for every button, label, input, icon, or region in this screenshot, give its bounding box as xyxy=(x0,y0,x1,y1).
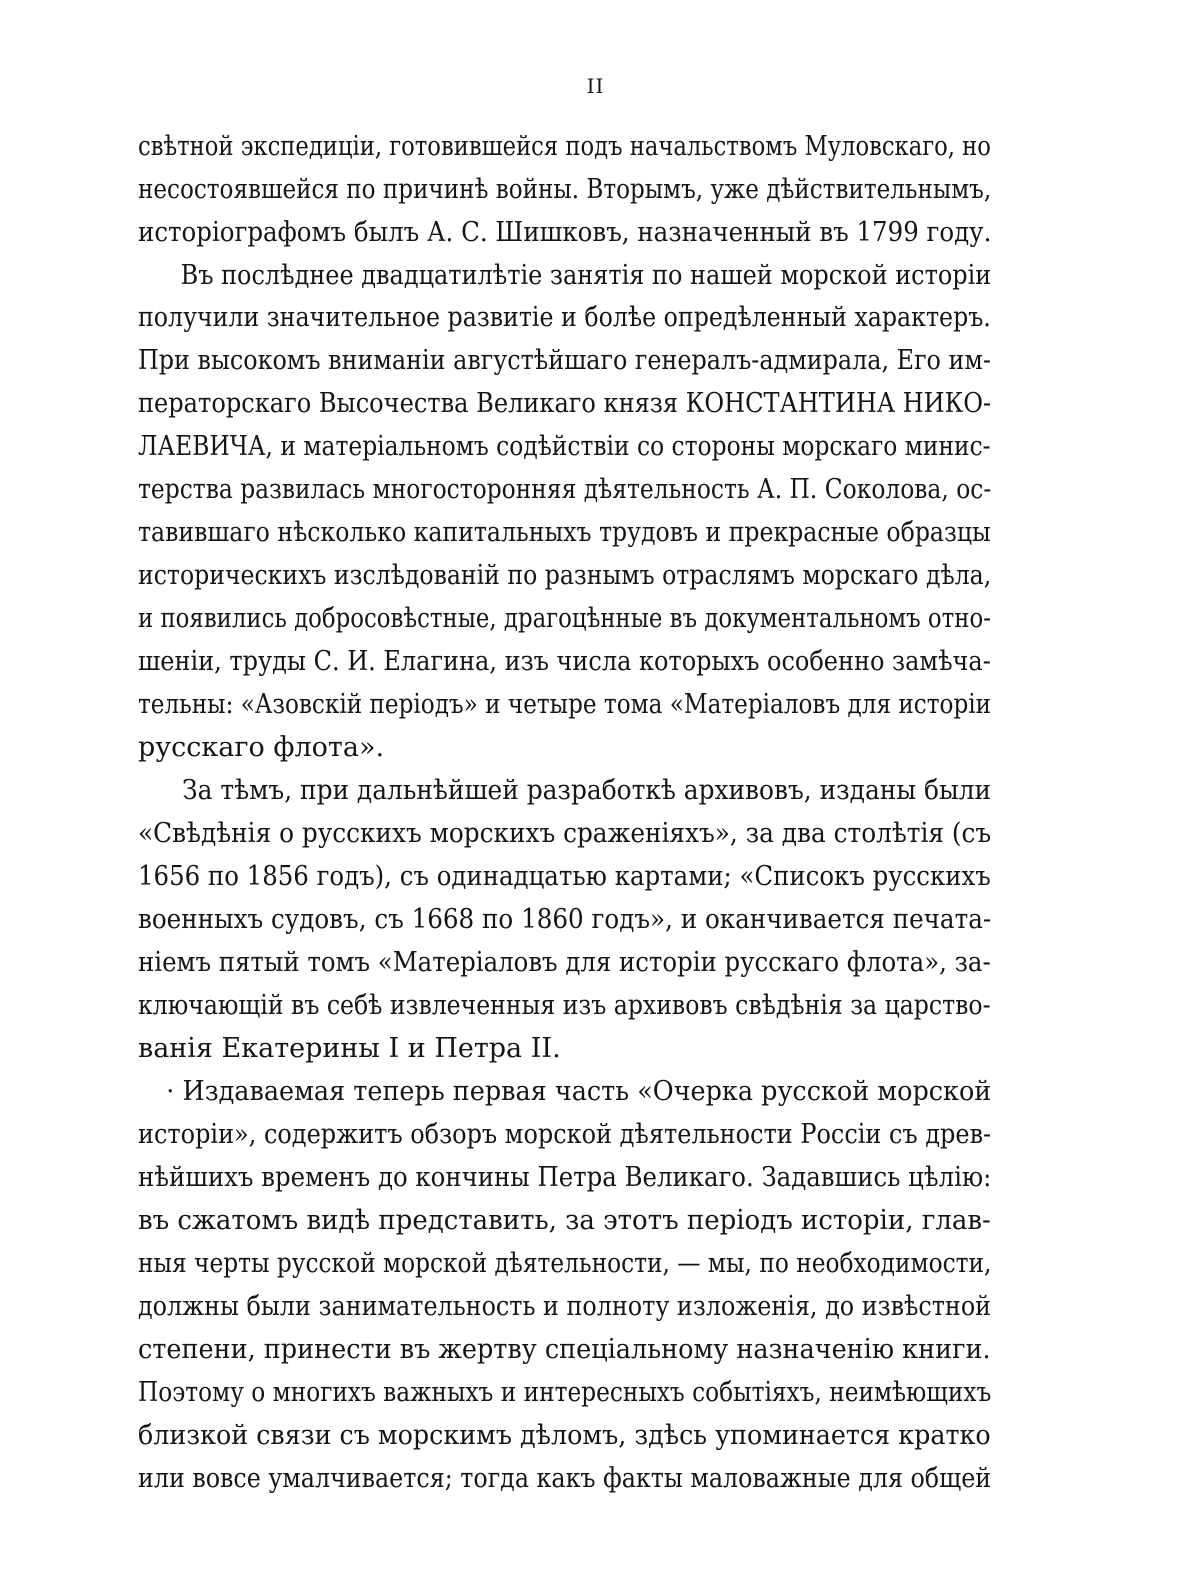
page-number: II xyxy=(586,74,605,98)
text-line: Поэтому о многихъ важныхъ и интересныхъ событіяхъ, неимѣющихъ xyxy=(138,1377,992,1408)
text-line: Въ послѣднее двадцатилѣтіе занятія по нашей морской исторіи xyxy=(180,260,992,291)
text-line: близкой связи съ морскимъ дѣломъ, здѣсь упоминается кратко xyxy=(138,1420,991,1451)
text-line: 1656 по 1856 годъ), съ одинадцатью картами; «Списокъ русскихъ xyxy=(138,861,991,892)
text-line: исторіографомъ былъ А. С. Шишковъ, назначенный въ 1799 году. xyxy=(138,217,992,248)
text-line: степени, принести въ жертву спеціальному назначенію книги. xyxy=(138,1334,991,1365)
text-line: историческихъ изслѣдованій по разнымъ отраслямъ морскаго дѣла, xyxy=(138,560,992,591)
text-line: · Издаваемая теперь первая часть «Очерка русской морской xyxy=(166,1076,992,1107)
text-line: При высокомъ вниманіи августѣйшаго генералъ-адмирала, Его им- xyxy=(138,345,991,376)
text-line: терства развилась многосторонняя дѣятельность А. П. Соколова, ос- xyxy=(138,474,992,505)
text-line: ЛАЕВИЧА, и матеріальномъ содѣйствіи со стороны морскаго минис- xyxy=(138,431,991,462)
text-line: исторіи», содержитъ обзоръ морской дѣятельности Россіи съ древ- xyxy=(138,1119,992,1150)
text-line: За тѣмъ, при дальнѣйшей разработкѣ архивовъ, изданы были xyxy=(182,775,992,806)
text-line: шеніи, труды С. И. Елагина, изъ числа которыхъ особенно замѣча- xyxy=(138,646,991,677)
text-line: ніемъ пятый томъ «Матеріаловъ для исторіи русскаго флота», за- xyxy=(138,947,991,978)
text-line: ператорскаго Высочества Великаго князя КОНСТАНТИНА НИКО- xyxy=(138,388,992,419)
text-line: «Свѣдѣнія о русскихъ морскихъ сраженіяхъ», за два столѣтія (съ xyxy=(138,818,992,849)
text-line: несостоявшейся по причинѣ войны. Вторымъ, уже дѣйствительнымъ, xyxy=(138,174,992,205)
text-line: ключающій въ себѣ извлеченныя изъ архивовъ свѣдѣнія за царство- xyxy=(138,990,991,1021)
text-line: должны были занимательность и полноту изложенія, до извѣстной xyxy=(138,1291,992,1322)
text-line: военныхъ судовъ, съ 1668 по 1860 годъ», и оканчивается печата- xyxy=(138,904,992,935)
text-line: ванія Екатерины I и Петра II. xyxy=(138,1033,561,1064)
text-line: ныя черты русской морской дѣятельности, — мы, по необходимости, xyxy=(138,1248,992,1279)
text-line: и появились добросовѣстные, драгоцѣнные въ документальномъ отно- xyxy=(138,603,991,634)
text-line: въ сжатомъ видѣ представить, за этотъ періодъ исторіи, глав- xyxy=(138,1205,991,1236)
text-line: или вовсе умалчивается; тогда какъ факты маловажные для общей xyxy=(138,1463,992,1494)
text-line: тавившаго нѣсколько капитальныхъ трудовъ и прекрасные образцы xyxy=(138,517,991,548)
text-line: получили значительное развитіе и болѣе опредѣленный характеръ. xyxy=(138,302,991,333)
text-line: тельны: «Азовскій періодъ» и четыре тома «Матеріаловъ для исторіи xyxy=(138,689,992,720)
text-line: русскаго флота». xyxy=(138,732,385,763)
text-line: нѣйшихъ временъ до кончины Петра Великаго. Задавшись цѣлію: xyxy=(138,1162,992,1193)
text-line: свѣтной экспедиціи, готовившейся подъ начальствомъ Муловскаго, но xyxy=(138,131,991,162)
